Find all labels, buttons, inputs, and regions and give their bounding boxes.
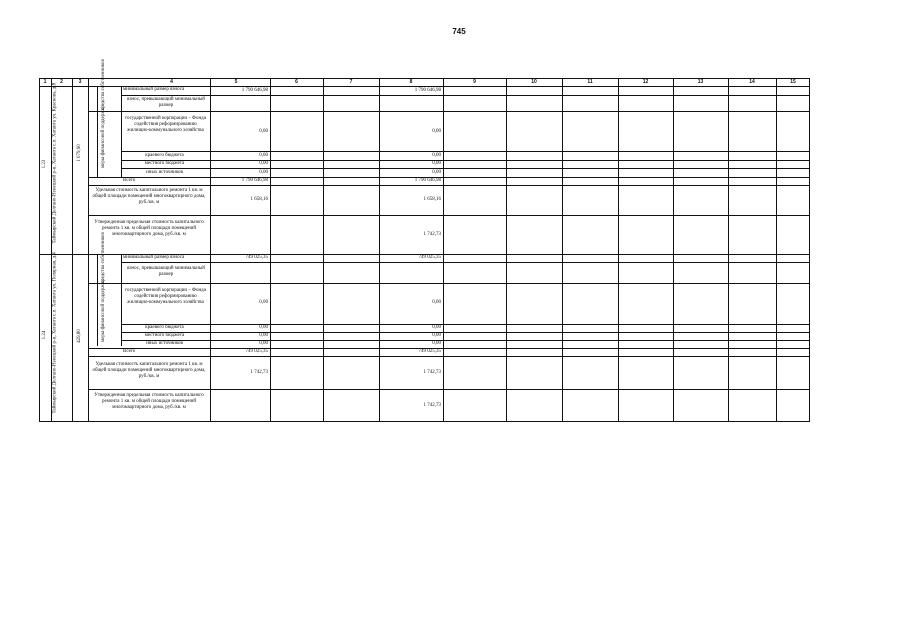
label-max-cost: Утвержденная предельная стоимость капитального ремонта 1 кв. м общей площади помещений многоквартирного дома, руб./кв. м [94,393,204,410]
value-col5: 1 790 646,98 [241,178,268,183]
value-col8: 0,00 [432,129,441,134]
col-header-8: 8 [409,79,413,85]
row-line [121,168,810,169]
col-header-13: 13 [697,79,704,85]
col-line [776,78,777,422]
col-header-14: 14 [749,79,755,85]
row-line [121,95,810,96]
value-col5: 1 658,16 [250,197,268,202]
label-min-fee: минимальный размер взноса [123,87,185,92]
value-col8: 1 790 646,98 [414,178,441,183]
row-line [88,389,810,390]
value-col5: 749 025,35 [245,255,268,260]
label-unit-cost: Удельная стоимость капитального ремонта 1 кв. м общей площади помещений многоквартирного дома, руб./кв. м [92,188,206,205]
financing-table [39,59,810,422]
value-col8: 0,00 [432,170,441,175]
label-excess-fee: взнос, превышающий минимальный размер [127,97,205,108]
value-col5: 0,00 [259,300,268,305]
value-col8: 0,00 [432,300,441,305]
row-line [88,283,810,284]
row-number: 1.24 [42,330,47,340]
col-header-2: 2 [60,79,63,85]
page-number: 745 [452,27,466,36]
col-line [506,78,507,422]
row-line [121,262,810,263]
label-min-fee: минимальный размер взноса [123,255,185,260]
col-header-12: 12 [642,79,649,85]
col-line [562,78,563,422]
label-other: иных источников [146,170,183,175]
row-line [121,151,810,152]
group-owners: средства собственников [101,232,106,283]
col-header-15: 15 [790,79,796,85]
value-col8: 0,00 [432,161,441,166]
col-line [323,78,324,422]
value-col5: 0,00 [259,129,268,134]
value-col8: 0,00 [432,325,441,330]
row-line [88,111,810,112]
label-unit-cost: Удельная стоимость капитального ремонта 1 кв. м общей площади помещений многоквартирного дома, руб./кв. м [92,362,206,379]
value-col5: 0,00 [259,325,268,330]
label-regional: краевого бюджета [145,325,184,330]
label-state-corp: государственной корпорации – Фонда содействия реформированию жилищно-коммунального хозяйства [125,288,206,305]
value-col8: 0,00 [432,341,441,346]
label-state-corp: государственной корпорации – Фонда содействия реформированию жилищно-коммунального хозяйства [125,116,206,133]
value-col8: 1 742,73 [423,370,441,375]
col-header-7: 7 [349,79,353,85]
row-number: 1.23 [42,159,47,169]
group-finance: меры финансовой поддержки [101,279,106,342]
area: 429,80 [77,329,82,343]
label-other: иных источников [146,341,183,346]
group-finance: меры финансовой поддержки [101,105,106,168]
row-line [88,185,810,186]
col-line [270,78,271,422]
col-line [728,78,729,422]
col-header-5: 5 [234,79,238,85]
row-line [88,215,810,216]
label-excess-fee: взнос, превышающий минимальный размер [127,266,205,277]
value-col5: 1 790 646,98 [241,88,268,93]
col-header-11: 11 [587,79,593,85]
value-col5: 0,00 [259,153,268,158]
col-line [618,78,619,422]
label-total: Всего [123,178,136,183]
col-line [443,78,444,422]
value-col8: 1 658,16 [423,197,441,202]
area: 1 079,90 [77,144,82,162]
col-line [673,78,674,422]
label-local: местного бюджета [144,161,185,166]
col-header-4: 4 [170,79,173,85]
value-col8: 0,00 [432,153,441,158]
value-col8: 1 742,73 [423,403,441,408]
group-owners: средства собственников [101,59,106,110]
label-total: Всего [123,349,136,354]
value-col5: 0,00 [259,333,268,338]
group-line [97,86,98,178]
value-col5: 749 025,35 [245,349,268,354]
col-header-1: 1 [43,79,47,85]
row-line [88,356,810,357]
col-header-3: 3 [78,79,82,85]
value-col5: 0,00 [259,170,268,175]
group-line [97,254,98,346]
col-header-9: 9 [473,79,476,85]
label-regional: краевого бюджета [145,153,184,158]
address: Таймырский Долгано-Ненецкий р-н, Хатанга с.п. Хатанга ул. Краснова, д.8 [52,82,58,244]
label-max-cost: Утвержденная предельная стоимость капитального ремонта 1 кв. м общей площади помещений многоквартирного дома, руб./кв. м [94,220,204,237]
value-col8: 1 790 646,98 [414,88,441,93]
value-col8: 1 742,73 [423,232,441,237]
value-col8: 0,00 [432,333,441,338]
value-col8: 749 025,35 [418,255,441,260]
col-header-10: 10 [531,79,537,85]
col-line [72,78,73,422]
value-col5: 0,00 [259,161,268,166]
value-col8: 749 025,35 [418,349,441,354]
value-col5: 1 742,73 [250,370,268,375]
col-header-6: 6 [295,79,298,85]
label-local: местного бюджета [144,333,185,338]
value-col5: 0,00 [259,341,268,346]
address: Таймырский Долгано-Ненецкий р-н, Хатанга с.п. Хатанга ул. Полярная, д.4 [52,252,58,414]
